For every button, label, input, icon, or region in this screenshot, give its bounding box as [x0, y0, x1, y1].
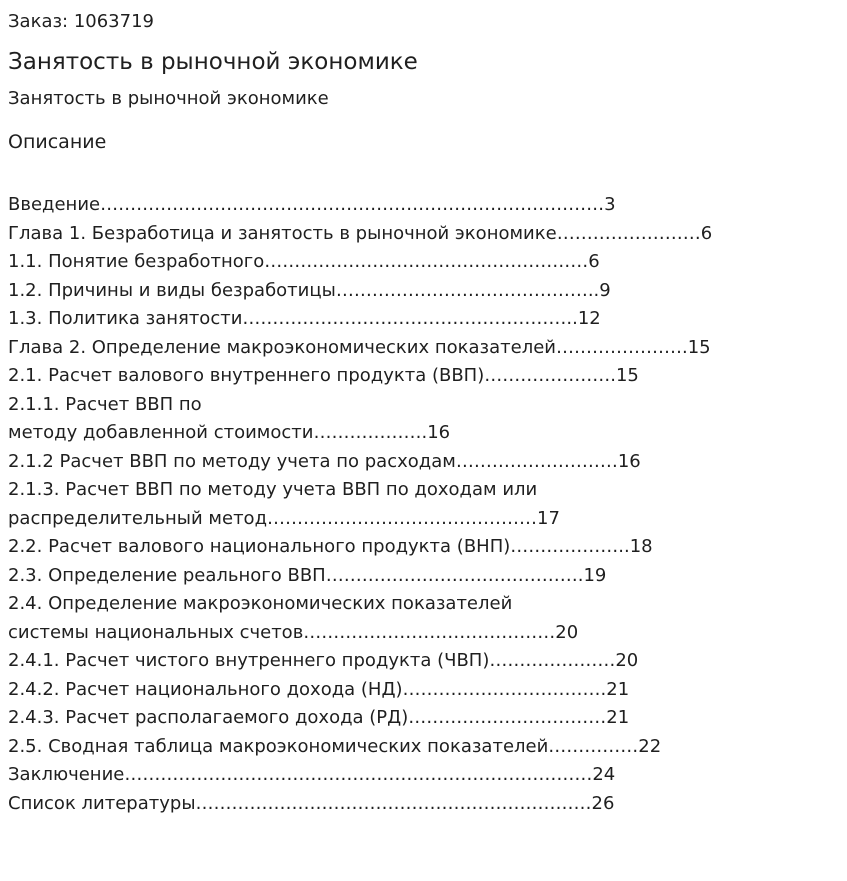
toc-line: 2.1. Расчет валового внутреннего продукта (ВВП)………………….15	[8, 365, 639, 386]
toc-line: Список литературы…………………………………………………………26	[8, 792, 615, 814]
toc-line: системы национальных счетов……………………………………20	[8, 621, 579, 643]
toc-line: 2.4.3. Расчет располагаемого дохода (РД)……………………………21	[8, 707, 630, 728]
toc-line: 2.4.2. Расчет национального дохода (НД)…………………………….21	[8, 678, 630, 700]
toc-line: 2.3. Определение реального ВВП…………………………………….19	[8, 564, 607, 586]
toc-line: 2.4.1. Расчет чистого внутреннего продукта (ЧВП)…………………20	[8, 650, 639, 671]
toc-line: 2.4. Определение макроэкономических показателей	[8, 593, 513, 614]
toc-line: 2.1.2 Расчет ВВП по методу учета по расходам………………………16	[8, 450, 641, 472]
toc-line: распределительный метод………………………………………17	[8, 507, 560, 529]
toc-line: 2.1.1. Расчет ВВП по	[8, 393, 202, 415]
toc-line: 1.1. Понятие безработного………………………………………………6	[8, 251, 600, 272]
page-subtitle: Занятость в рыночной экономике	[8, 88, 329, 109]
toc-line: Заключение……………………………………………………………………24	[8, 764, 616, 785]
order-number: Заказ: 1063719	[8, 11, 154, 32]
toc-line: 1.3. Политика занятости………………………………………………..12	[8, 308, 601, 329]
toc-line: 2.5. Сводная таблица макроэкономических показателей……………22	[8, 735, 662, 757]
description-heading: Описание	[8, 131, 107, 153]
table-of-contents	[8, 191, 712, 818]
toc-line: Глава 2. Определение макроэкономических показателей………………….15	[8, 336, 711, 358]
toc-line: 2.2. Расчет валового национального продукта (ВНП)………………..18	[8, 536, 653, 557]
toc-line: 2.1.3. Расчет ВВП по методу учета ВВП по доходам или	[8, 479, 538, 500]
page-title: Занятость в рыночной экономике	[8, 49, 418, 75]
toc-line: методу добавленной стоимости……………….16	[8, 422, 451, 443]
toc-line: Глава 1. Безработица и занятость в рыночной экономике……………………6	[8, 222, 713, 244]
toc-line: 1.2. Причины и виды безработицы……………………………………..9	[8, 279, 611, 301]
toc-line: Введение…………………………………………………………………………3	[8, 194, 616, 215]
